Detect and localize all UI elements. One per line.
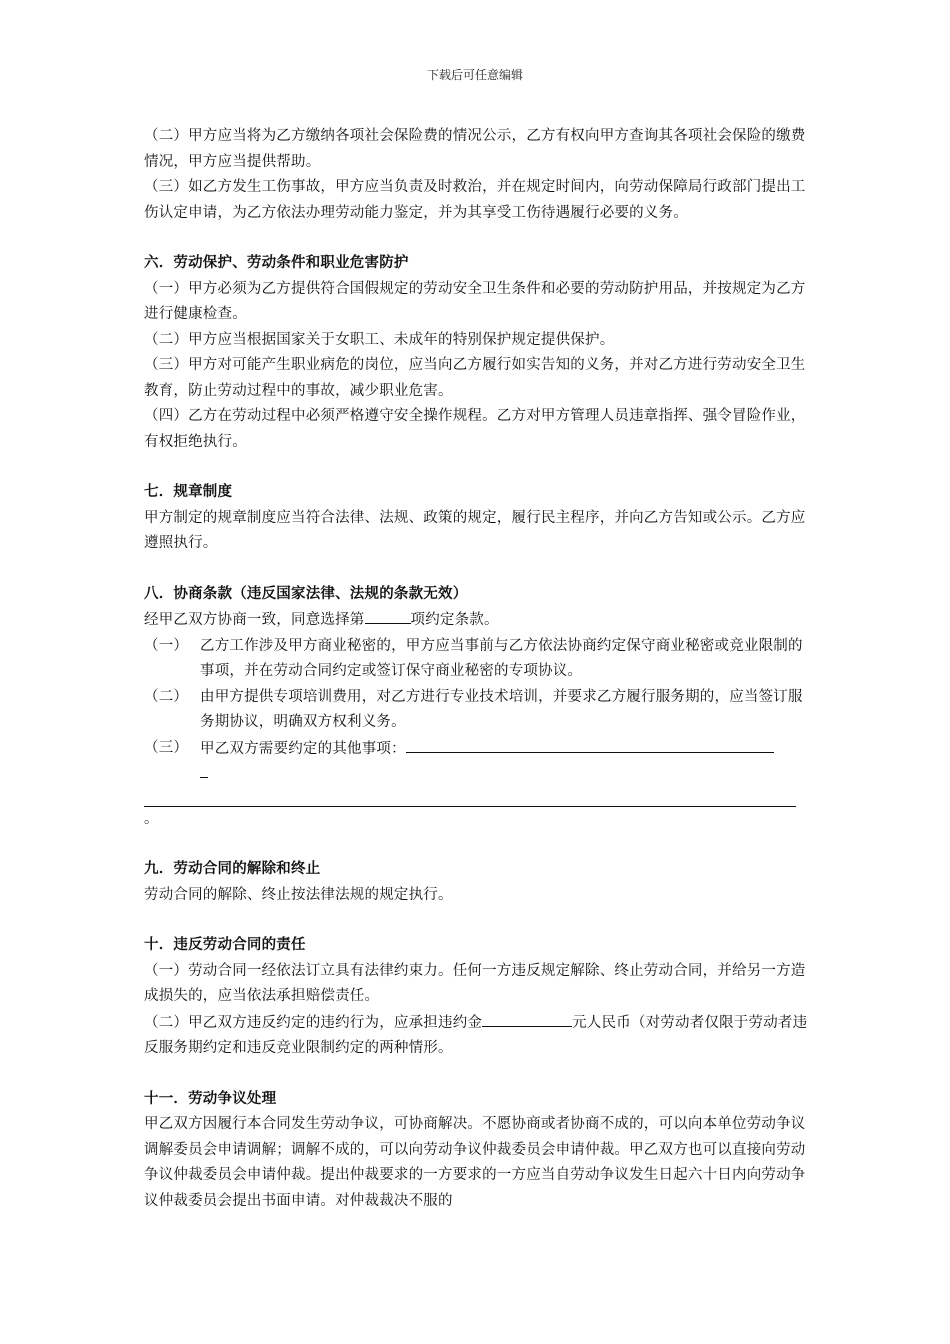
paragraph: 甲乙双方因履行本合同发生劳动争议，可协商解决。不愿协商或者协商不成的，可以向本单位劳动争议调解委员会申请调解；调解不成的，可以向劳动争议仲裁委员会申请仲裁。甲乙双方也可以直接向劳动争议仲裁委员会申请仲裁。提出仲裁要求的一方要求的一方应当自劳动争议发生日起六十日内向劳动争议仲裁委员会提出书面申请。对仲裁裁决不服的 bbox=[144, 1116, 806, 1209]
blank-continuation bbox=[144, 762, 810, 788]
item-number: （三） bbox=[144, 739, 189, 756]
item-text: 由甲方提供专项培训费用，对乙方进行专业技术培训，并要求乙方履行服务期的，应当签订服务期协议，明确双方权利义务。 bbox=[200, 688, 803, 730]
item-text: 甲乙双方需要约定的其他事项： bbox=[200, 740, 406, 757]
list-item bbox=[144, 634, 810, 685]
paragraph: （一）劳动合同一经依法订立具有法律约束力。任何一方违反规定解除、终止劳动合同，并给另一方造成损失的，应当依法承担赔偿责任。 bbox=[144, 962, 806, 1004]
section-10 bbox=[144, 933, 810, 1062]
section-heading: 八．协商条款（违反国家法律、法规的条款无效） bbox=[144, 585, 468, 602]
paragraph: （四）乙方在劳动过程中必须严格遵守安全操作规程。乙方对甲方管理人员违章指挥、强令冒险作业，有权拒绝执行。 bbox=[144, 408, 806, 450]
page-header: 下载后可任意编辑 bbox=[426, 68, 523, 82]
section-8 bbox=[144, 582, 810, 833]
penalty-text: （二）甲乙双方违反约定的违约行为，应承担违约金 bbox=[144, 1014, 483, 1031]
paragraph: （二）甲方应当根据国家关于女职工、未成年的特别保护规定提供保护。 bbox=[144, 331, 615, 348]
paragraph: （三）甲方对可能产生职业病危的岗位，应当向乙方履行如实告知的义务，并对乙方进行劳动安全卫生教育，防止劳动过程中的事故，减少职业危害。 bbox=[144, 357, 806, 399]
list-item bbox=[144, 736, 810, 763]
document-body bbox=[144, 124, 810, 1214]
section-heading: 十一．劳动争议处理 bbox=[144, 1090, 277, 1107]
section-heading: 十．违反劳动合同的责任 bbox=[144, 937, 306, 953]
section-heading: 六．劳动保护、劳动条件和职业危害防护 bbox=[144, 255, 409, 271]
other-matters-blank-cont[interactable] bbox=[200, 763, 208, 778]
clause-number-blank[interactable] bbox=[365, 607, 411, 624]
section-9 bbox=[144, 857, 810, 908]
intro-text: 项约定条款。 bbox=[410, 612, 499, 628]
penalty-amount-blank[interactable] bbox=[482, 1010, 572, 1027]
section-6 bbox=[144, 251, 810, 455]
paragraph bbox=[144, 1010, 810, 1062]
other-matters-line[interactable] bbox=[144, 792, 796, 807]
paragraph bbox=[144, 607, 810, 634]
item-number: （二） bbox=[144, 688, 189, 705]
item-text: 乙方工作涉及甲方商业秘密的，甲方应当事前与乙方依法协商约定保守商业秘密或竞业限制的事项，并在劳动合同约定或签订保守商业秘密的专项协议。 bbox=[200, 637, 803, 679]
paragraph: （三）如乙方发生工伤事故，甲方应当负责及时救治，并在规定时间内，向劳动保障局行政部门提出工伤认定申请，为乙方依法办理劳动能力鉴定，并为其享受工伤待遇履行必要的义务。 bbox=[144, 179, 806, 221]
section-7 bbox=[144, 480, 810, 557]
list-item bbox=[144, 685, 810, 736]
paragraph: （一）甲方必须为乙方提供符合国假规定的劳动安全卫生条件和必要的劳动防护用品，并按规定为乙方进行健康检查。 bbox=[144, 280, 806, 322]
other-matters-blank[interactable] bbox=[406, 736, 774, 753]
penalty-text: 元人民币（对劳动者仅限于劳动者违反服务期约定和违反竞业限制约定的两种情形。 bbox=[144, 1014, 808, 1056]
end-mark: 。 bbox=[144, 810, 159, 827]
section-heading: 七．规章制度 bbox=[144, 484, 233, 500]
section-heading: 九．劳动合同的解除和终止 bbox=[144, 861, 321, 877]
paragraph: （二）甲方应当将为乙方缴纳各项社会保险费的情况公示，乙方有权向甲方查询其各项社会保险的缴费情况，甲方应当提供帮助。 bbox=[144, 128, 806, 170]
section-5-continued bbox=[144, 124, 810, 226]
intro-text: 经甲乙双方协商一致，同意选择第 bbox=[144, 612, 365, 628]
paragraph: 劳动合同的解除、终止按法律法规的规定执行。 bbox=[144, 886, 453, 903]
paragraph: 甲方制定的规章制度应当符合法律、法规、政策的规定，履行民主程序，并向乙方告知或公示。乙方应遵照执行。 bbox=[144, 509, 806, 551]
section-11 bbox=[144, 1087, 810, 1215]
item-number: （一） bbox=[144, 637, 189, 654]
